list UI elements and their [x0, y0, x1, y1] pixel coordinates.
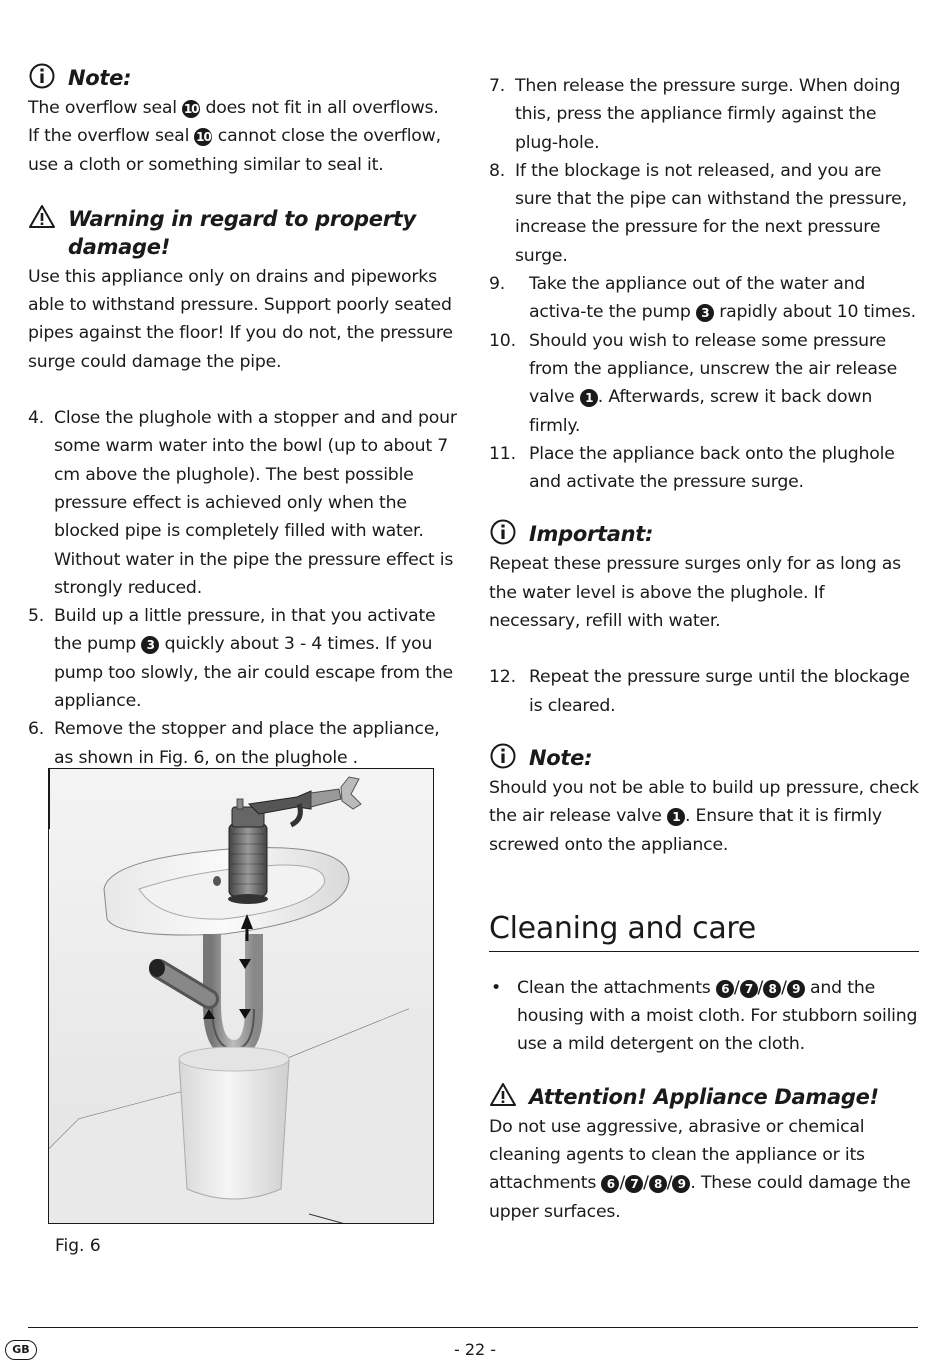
number-badge: 1 [580, 389, 598, 407]
number-badge: 10 [183, 102, 199, 116]
language-badge: GB [5, 1340, 37, 1360]
warning-heading [28, 205, 458, 261]
note-heading [28, 64, 458, 92]
list-item: 5. Build up a little pressure, in that you activate the pump 3 quickly about 3 - 4 times. If you pump too slowly, the air could escape from the appliance. [28, 606, 453, 712]
number-badge: 6 [601, 1175, 619, 1193]
right-column [489, 72, 919, 1226]
list-item: 6. Remove the stopper and place the appliance, as shown in Fig. 6, on the plughole . [28, 719, 440, 768]
number-badge: 1 [667, 808, 685, 826]
footer-divider [28, 1327, 918, 1328]
number-badge: 8 [763, 980, 781, 998]
important-title: Important: [529, 522, 654, 547]
warning-title: Warning in regard to property damage! [68, 206, 416, 259]
number-badge: 10 [196, 130, 211, 145]
warning-triangle-icon [489, 1081, 517, 1109]
warning-triangle-icon [28, 203, 56, 231]
section-title-cleaning: Cleaning and care [489, 909, 919, 952]
info-icon [28, 62, 56, 90]
attention-text: Do not use aggressive, abrasive or chemical cleaning agents to clean the appliance or its attachments 6 / 7 / 8 / 9 . These could damage the upper surfaces. [489, 1116, 911, 1222]
info-icon [489, 742, 517, 770]
cleaning-bullet: • Clean the attachments 6 / 7 / 8 / 9 and the housing with a moist cloth. For stubborn soiling use a mild detergent on the cloth. [491, 977, 918, 1055]
attention-heading [489, 1083, 919, 1111]
number-badge: 8 [649, 1175, 667, 1193]
number-badge: 3 [696, 304, 714, 322]
left-column [28, 64, 458, 772]
sink-pump-illustration [49, 769, 434, 1224]
note2-title: Note: [529, 745, 593, 770]
list-item: 12. Repeat the pressure surge until the blockage is cleared. [489, 667, 910, 716]
steps-list-right-c [489, 663, 919, 720]
figure-caption: Fig. 6 [55, 1236, 101, 1256]
list-item: 9. Take the appliance out of the water and activa-te the pump 3 rapidly about 10 times. [489, 274, 916, 323]
important-heading [489, 520, 919, 548]
number-badge: 7 [740, 980, 758, 998]
warning-text: Use this appliance only on drains and pipeworks able to withstand pressure. Support poorly seated pipes against the floor! If you do not, the pressure surge could damage the pipe. [28, 266, 453, 372]
note-text: The overflow seal 10 does not fit in all overflows. If the overflow seal 10 cannot close the overflow, use a cloth or something similar to seal it. [28, 98, 441, 175]
figure-6-illustration [48, 768, 434, 1224]
steps-list-left [28, 404, 458, 772]
list-item: 7. Then release the pressure surge. When doing this, press the appliance firmly against the plug-hole. [489, 76, 901, 153]
number-badge: 3 [141, 636, 159, 654]
number-badge: 6 [716, 980, 734, 998]
page-number: - 22 - [453, 1340, 497, 1359]
info-icon [489, 518, 517, 546]
list-item: 10. Should you wish to release some pressure from the appliance, unscrew the air release valve 1 . Afterwards, screw it back down firmly. [489, 330, 898, 436]
attention-title: Attention! Appliance Damage! [529, 1084, 879, 1109]
note2-heading [489, 744, 919, 772]
steps-list-right-a [489, 72, 919, 270]
steps-list-right-b [489, 270, 919, 496]
note-title: Note: [68, 66, 132, 90]
important-text: Repeat these pressure surges only for as long as the water level is above the plughole. If necessary, refill with water. [489, 554, 901, 632]
list-item: 11. Place the appliance back onto the plughole and activate the pressure surge. [489, 443, 895, 493]
note2-text: Should you not be able to build up pressure, check the air release valve 1 . Ensure that it is firmly screwed onto the appliance. [489, 777, 919, 855]
list-item: 8. If the blockage is not released, and you are sure that the pipe can withstand the pressure, increase the pressure for the next pressure surge. [489, 160, 907, 266]
list-item: 4. Close the plughole with a stopper and and pour some warm water into the bowl (up to about 7 cm above the plughole). The best possible pressure effect is achieved only when the blocked pipe is completely filled with water. Without water in the pipe the pressure effect is strongly reduced. [28, 408, 457, 598]
number-badge: 7 [625, 1175, 643, 1193]
number-badge: 9 [672, 1175, 690, 1193]
number-badge: 9 [787, 980, 805, 998]
